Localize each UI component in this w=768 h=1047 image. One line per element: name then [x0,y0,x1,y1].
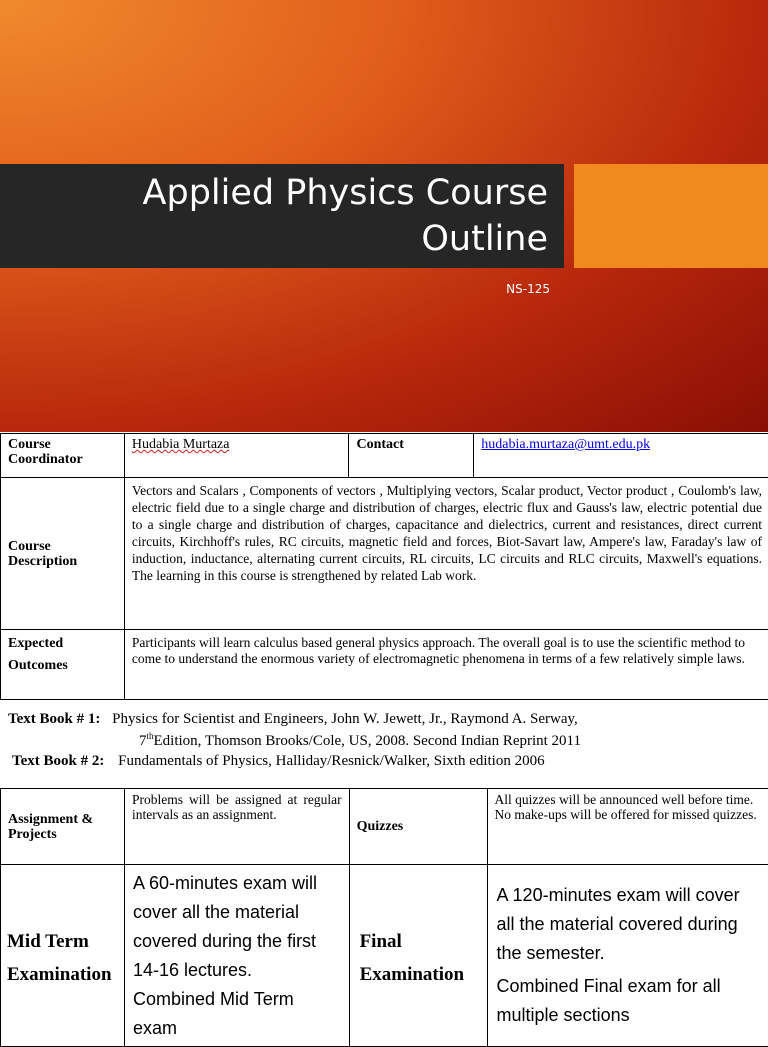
description-label: Course Description [1,478,125,630]
slide-title-line-1: Applied Physics Course [143,170,548,216]
exam-row [1,865,768,1047]
title-slide [0,0,768,432]
textbook-1 [0,711,768,750]
quizzes-label: Quizzes [349,789,487,865]
accent-block [574,164,768,268]
textbook-1-label: Text Book # 1: [8,711,100,727]
textbook-1-line-2: Edition, Thomson Brooks/Cole, US, 2008. Second Indian Reprint 2011 [154,733,582,749]
slide-subtitle: NS-125 [506,282,550,296]
outcomes-label: Expected Outcomes [1,630,125,700]
title-band [0,164,564,268]
midterm-label: Mid Term Examination [7,931,112,985]
course-info-table [0,433,768,700]
coordinator-name: Hudabia Murtaza [132,437,230,452]
description-row [1,478,768,630]
final-label: Final Examination [360,931,465,985]
textbook-1-line-1: Physics for Scientist and Engineers, John W. Jewett, Jr., Raymond A. Serway, [112,711,578,727]
assignment-label: Assignment & Projects [1,789,125,865]
contact-label: Contact [349,434,474,478]
assessment-table [0,788,768,1047]
textbook-1-edition-suffix: th [147,731,154,741]
quizzes-text-1: All quizzes will be announced well before time. [495,792,762,807]
contact-email-link[interactable]: hudabia.murtaza@umt.edu.pk [481,437,650,452]
course-description: Vectors and Scalars , Components of vectors , Multiplying vectors, Scalar product, Vector product , Coulomb's law, electric field due to a single charge and distribution of charges, electric flux and Gauss's law, electric potential due to a single charge and distribution of charges, capacitance and dielectrics, current and resistances, direct current circuits, Kirchhoff's rules, RC circuits, magnetic field and forces, Biot-Savart law, Ampere's law, Faraday's law of induction, inductance, alternating current circuits, RL circuits, LC circuits and RLC circuits, Maxwell's equations. The learning in this course is strengthened by related Lab work. [124,478,768,630]
midterm-text-1: A 60-minutes exam will cover all the material covered during the first 14-16 lectures. [133,869,342,985]
final-text-1: A 120-minutes exam will cover all the material covered during the semester. [497,881,762,968]
slide-title-line-2: Outline [143,216,548,262]
assignment-quiz-row [1,789,768,865]
textbook-1-edition-number: 7 [139,733,147,749]
course-outline-document [0,432,768,1024]
coordinator-label: Course Coordinator [1,434,125,478]
expected-outcomes: Participants will learn calculus based general physics approach. The overall goal is to use the scientific method to come to understand the enormous variety of electromagnetic phenomena in terms of a few relatively simple laws. [124,630,768,700]
outcomes-row [1,630,768,700]
quizzes-text-2: No make-ups will be offered for missed quizzes. [495,807,762,822]
final-text-2: Combined Final exam for all multiple sections [497,972,762,1030]
textbook-2-text: Fundamentals of Physics, Halliday/Resnick/Walker, Sixth edition 2006 [118,753,544,769]
midterm-text-2: Combined Mid Term exam [133,985,342,1043]
textbook-2-label: Text Book # 2: [12,753,104,769]
assignment-text: Problems will be assigned at regular intervals as an assignment. [124,789,349,865]
textbook-2 [0,753,768,770]
slide-title [143,164,548,262]
coordinator-row [1,434,768,478]
